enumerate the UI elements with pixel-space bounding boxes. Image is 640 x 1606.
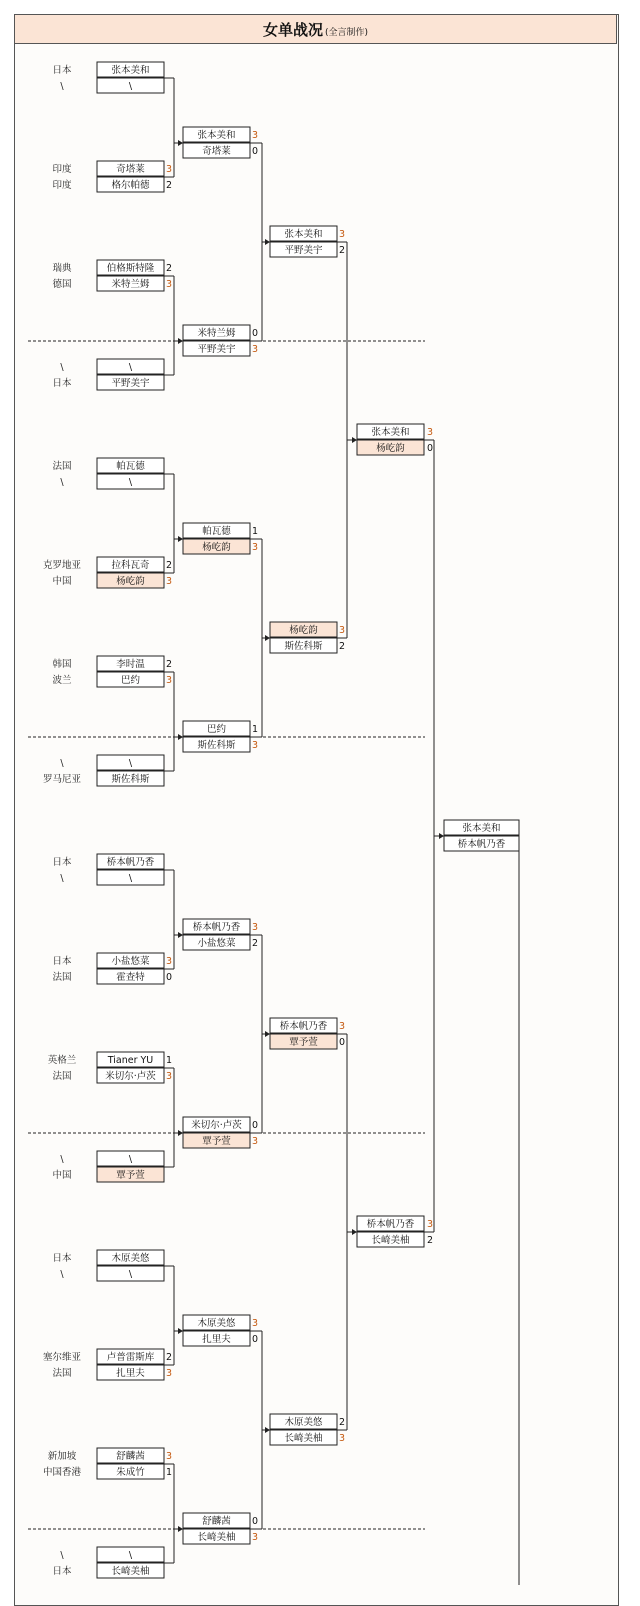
connector-arrow xyxy=(265,1031,270,1037)
country-label: 法国 xyxy=(52,1368,72,1379)
r2-player-score: 3 xyxy=(252,1532,259,1543)
r1-player-label: \ xyxy=(128,362,133,373)
r2-player-label: 覃予萱 xyxy=(202,1136,231,1147)
r2-player-label: 巴约 xyxy=(206,724,227,735)
r4-player-label: 张本美和 xyxy=(371,427,410,438)
r1-player-score: 2 xyxy=(166,263,173,274)
country-label: 英格兰 xyxy=(47,1055,77,1066)
r1-player-score: 3 xyxy=(166,956,173,967)
r1-player-score: 2 xyxy=(166,560,173,571)
r4-player xyxy=(357,440,433,455)
r1-player-label: 拉科瓦奇 xyxy=(111,560,150,571)
r1-player xyxy=(97,276,172,291)
r3-player xyxy=(270,638,345,653)
r2-player-score: 3 xyxy=(252,344,259,355)
r1-player-label: \ xyxy=(128,1269,133,1280)
r1-player xyxy=(97,1250,164,1265)
r1-player-label: 李时温 xyxy=(116,659,145,670)
r1-player xyxy=(97,672,172,687)
r1-player xyxy=(97,1365,172,1380)
r1-player xyxy=(97,1266,164,1281)
r2-player xyxy=(183,919,258,934)
connector-arrow xyxy=(352,437,357,443)
r1-player xyxy=(97,870,164,885)
r2-player-label: 米特兰姆 xyxy=(197,328,236,339)
country-label: 瑞典 xyxy=(52,263,72,274)
r3-player-label: 长崎美柚 xyxy=(284,1433,323,1444)
country-label: 塞尔维亚 xyxy=(42,1352,82,1363)
r2-player xyxy=(183,1529,258,1544)
r2-player-label: 小盐悠菜 xyxy=(197,938,236,949)
r3-player xyxy=(270,1430,345,1445)
country-label: 罗马尼亚 xyxy=(42,774,82,785)
r3-player-score: 3 xyxy=(339,1433,346,1444)
r1-player-label: \ xyxy=(128,1154,133,1165)
connector-arrow xyxy=(265,635,270,641)
r2-player-score: 3 xyxy=(252,922,259,933)
r1-player-label: 扎里夫 xyxy=(116,1368,145,1379)
r2-player xyxy=(183,127,258,142)
r2-player xyxy=(183,935,258,950)
r1-player-score: 3 xyxy=(166,164,173,175)
r2-player-score: 0 xyxy=(252,146,259,157)
country-label: 日本 xyxy=(52,956,72,967)
r3-player-score: 2 xyxy=(339,1417,346,1428)
r2-player-label: 奇塔莱 xyxy=(202,146,231,157)
connector-arrow xyxy=(178,140,183,146)
r4-player-score: 0 xyxy=(427,443,434,454)
r3-player-score: 3 xyxy=(339,229,346,240)
r1-player-label: 桥本帆乃香 xyxy=(106,857,155,868)
r1-player-label: 杨屹韵 xyxy=(116,576,145,587)
country-label: 法国 xyxy=(52,1071,72,1082)
r1-player-label: 斯佐科斯 xyxy=(111,774,150,785)
country-label: \ xyxy=(60,81,64,92)
country-label: 法国 xyxy=(52,461,72,472)
r1-player-score: 3 xyxy=(166,1368,173,1379)
connector-arrow xyxy=(439,833,444,839)
r3-player-label: 覃予萱 xyxy=(289,1037,318,1048)
r2-player-label: 长崎美柚 xyxy=(197,1532,236,1543)
r1-player-score: 3 xyxy=(166,1451,173,1462)
r1-player xyxy=(97,1547,164,1562)
r1-player xyxy=(97,161,172,176)
r2-player xyxy=(183,325,258,340)
r1-player xyxy=(97,573,172,588)
r2-player-score: 2 xyxy=(252,938,259,949)
r1-player xyxy=(97,260,172,275)
country-label: 日本 xyxy=(52,65,72,76)
r3-player-label: 木原美悠 xyxy=(284,1417,323,1428)
r2-player-label: 米切尔·卢茨 xyxy=(191,1120,242,1131)
r2-player-label: 桥本帆乃香 xyxy=(192,922,241,933)
r2-player-score: 1 xyxy=(252,724,259,735)
country-label: 韩国 xyxy=(52,659,72,670)
r1-player-label: \ xyxy=(128,873,133,884)
r1-player xyxy=(97,755,164,770)
r3-player-label: 桥本帆乃香 xyxy=(279,1021,328,1032)
r1-player xyxy=(97,557,172,572)
r2-player-score: 3 xyxy=(252,1318,259,1329)
country-label: 印度 xyxy=(52,164,72,175)
r1-player-score: 3 xyxy=(166,675,173,686)
r2-player xyxy=(183,143,258,158)
r2-player-label: 张本美和 xyxy=(197,130,236,141)
country-label: \ xyxy=(60,477,64,488)
r2-player-score: 0 xyxy=(252,1120,259,1131)
r1-player-label: \ xyxy=(128,758,133,769)
r3-player-label: 张本美和 xyxy=(284,229,323,240)
country-label: 中国香港 xyxy=(42,1467,82,1478)
r2-player-label: 扎里夫 xyxy=(202,1334,231,1345)
r1-player-label: 格尔帕德 xyxy=(111,180,150,191)
r3-player xyxy=(270,1034,345,1049)
connector-arrow xyxy=(352,1229,357,1235)
r1-player-score: 2 xyxy=(166,180,173,191)
r4-player-label: 桥本帆乃香 xyxy=(366,1219,415,1230)
r3-player xyxy=(270,226,345,241)
country-label: 日本 xyxy=(52,1566,72,1577)
r1-player-label: 米切尔·卢茨 xyxy=(105,1071,156,1082)
country-label: 日本 xyxy=(52,857,72,868)
r4-player xyxy=(357,1232,433,1247)
r1-player-score: 3 xyxy=(166,1071,173,1082)
r1-player-score: 0 xyxy=(166,972,173,983)
country-label: \ xyxy=(60,873,64,884)
r2-player xyxy=(183,539,258,554)
r1-player xyxy=(97,458,164,473)
r1-player-score: 1 xyxy=(166,1467,173,1478)
r1-player-score: 3 xyxy=(166,576,173,587)
connector-arrow xyxy=(178,536,183,542)
r1-player xyxy=(97,1167,164,1182)
r3-player-score: 3 xyxy=(339,625,346,636)
r2-player-score: 3 xyxy=(252,740,259,751)
r3-player xyxy=(270,622,345,637)
r1-player-label: 覃予萱 xyxy=(116,1170,145,1181)
connector-arrow xyxy=(178,932,183,938)
r1-player xyxy=(97,1464,172,1479)
country-label: 中国 xyxy=(52,1170,72,1181)
country-label: 波兰 xyxy=(52,675,72,686)
r3-player xyxy=(270,1018,345,1033)
r1-player-label: 舒麟茜 xyxy=(116,1451,145,1462)
r1-player xyxy=(97,953,172,968)
r1-player-label: 卢普雷斯库 xyxy=(106,1352,155,1363)
r1-player xyxy=(97,1052,172,1067)
r4-player-score: 3 xyxy=(427,427,434,438)
r1-player-label: 长崎美柚 xyxy=(111,1566,150,1577)
r2-player xyxy=(183,341,258,356)
r2-player-score: 0 xyxy=(252,1516,259,1527)
r2-player xyxy=(183,737,258,752)
r1-player-label: 霍查特 xyxy=(116,972,145,983)
page-subtitle: (全言制作) xyxy=(324,28,369,38)
r1-player-score: 1 xyxy=(166,1055,173,1066)
r4-player-score: 2 xyxy=(427,1235,434,1246)
r2-player-score: 3 xyxy=(252,130,259,141)
r2-player xyxy=(183,1513,258,1528)
r3-player-score: 2 xyxy=(339,641,346,652)
country-label: 新加坡 xyxy=(47,1451,77,1462)
r1-player-label: \ xyxy=(128,1550,133,1561)
r1-player xyxy=(97,177,172,192)
r2-player-label: 木原美悠 xyxy=(197,1318,236,1329)
r5-player-label: 桥本帆乃香 xyxy=(457,839,506,850)
r2-player-score: 3 xyxy=(252,1136,259,1147)
r3-player-score: 3 xyxy=(339,1021,346,1032)
r1-player-label: 米特兰姆 xyxy=(111,279,150,290)
r3-player-label: 斯佐科斯 xyxy=(284,641,323,652)
r2-player-label: 舒麟茜 xyxy=(202,1516,231,1527)
r1-player xyxy=(97,1563,164,1578)
r1-player xyxy=(97,656,172,671)
r1-player xyxy=(97,771,164,786)
r2-player xyxy=(183,1133,258,1148)
r1-player-label: \ xyxy=(128,477,133,488)
connector-arrow xyxy=(265,239,270,245)
r1-player-label: 伯格斯特隆 xyxy=(106,263,155,274)
country-label: \ xyxy=(60,1269,64,1280)
r1-player xyxy=(97,969,172,984)
r3-player-label: 平野美宇 xyxy=(284,245,323,256)
r2-player xyxy=(183,1117,258,1132)
r1-player xyxy=(97,62,164,77)
r2-player xyxy=(183,1331,258,1346)
r2-player-label: 杨屹韵 xyxy=(202,542,231,553)
r3-player xyxy=(270,242,345,257)
r1-player-label: 小盐悠菜 xyxy=(111,956,150,967)
r2-player-score: 1 xyxy=(252,526,259,537)
r4-player xyxy=(357,1216,433,1231)
r1-player xyxy=(97,359,164,374)
r1-player xyxy=(97,1151,164,1166)
r1-player-label: 朱成竹 xyxy=(116,1467,145,1478)
r5-player xyxy=(444,836,519,851)
r3-player-score: 2 xyxy=(339,245,346,256)
r1-player-score: 2 xyxy=(166,1352,173,1363)
page-title: 女单战况 xyxy=(262,21,323,39)
r4-player-label: 杨屹韵 xyxy=(376,443,405,454)
r2-player-score: 3 xyxy=(252,542,259,553)
country-label: 印度 xyxy=(52,180,72,191)
r1-player-label: 木原美悠 xyxy=(111,1253,150,1264)
r5-player xyxy=(444,820,519,835)
connector-arrow xyxy=(178,1328,183,1334)
country-label: 中国 xyxy=(52,576,72,587)
r1-player-label: 奇塔莱 xyxy=(116,164,145,175)
r1-player xyxy=(97,854,164,869)
r1-player-score: 2 xyxy=(166,659,173,670)
r2-player-label: 斯佐科斯 xyxy=(197,740,236,751)
country-label: \ xyxy=(60,1154,64,1165)
r3-player-label: 杨屹韵 xyxy=(289,625,318,636)
r2-player xyxy=(183,523,258,538)
r2-player xyxy=(183,1315,258,1330)
r1-player-label: 平野美宇 xyxy=(111,378,150,389)
r1-player xyxy=(97,375,164,390)
country-label: \ xyxy=(60,1550,64,1561)
country-label: 德国 xyxy=(52,279,72,290)
r1-player-label: 张本美和 xyxy=(111,65,150,76)
r3-player xyxy=(270,1414,345,1429)
r4-player xyxy=(357,424,433,439)
r1-player xyxy=(97,474,164,489)
r1-player xyxy=(97,1349,172,1364)
r5-player-label: 张本美和 xyxy=(462,823,501,834)
r1-player xyxy=(97,78,164,93)
r2-player-label: 平野美宇 xyxy=(197,344,236,355)
r2-player-score: 0 xyxy=(252,328,259,339)
r1-player-label: 帕瓦德 xyxy=(116,461,145,472)
r3-player-score: 0 xyxy=(339,1037,346,1048)
r4-player-score: 3 xyxy=(427,1219,434,1230)
r1-player-label: Tianer YU xyxy=(107,1055,154,1066)
r4-player-label: 长崎美柚 xyxy=(371,1235,410,1246)
country-label: 日本 xyxy=(52,378,72,389)
r1-player xyxy=(97,1068,172,1083)
country-label: 克罗地亚 xyxy=(42,560,82,571)
r1-player-score: 3 xyxy=(166,279,173,290)
connector-arrow xyxy=(265,1427,270,1433)
country-label: 法国 xyxy=(52,972,72,983)
r1-player-label: 巴约 xyxy=(120,675,141,686)
r1-player xyxy=(97,1448,172,1463)
country-label: 日本 xyxy=(52,1253,72,1264)
r1-player-label: \ xyxy=(128,81,133,92)
country-label: \ xyxy=(60,362,64,373)
country-label: \ xyxy=(60,758,64,769)
r2-player-score: 0 xyxy=(252,1334,259,1345)
r2-player xyxy=(183,721,258,736)
r2-player-label: 帕瓦德 xyxy=(202,526,231,537)
